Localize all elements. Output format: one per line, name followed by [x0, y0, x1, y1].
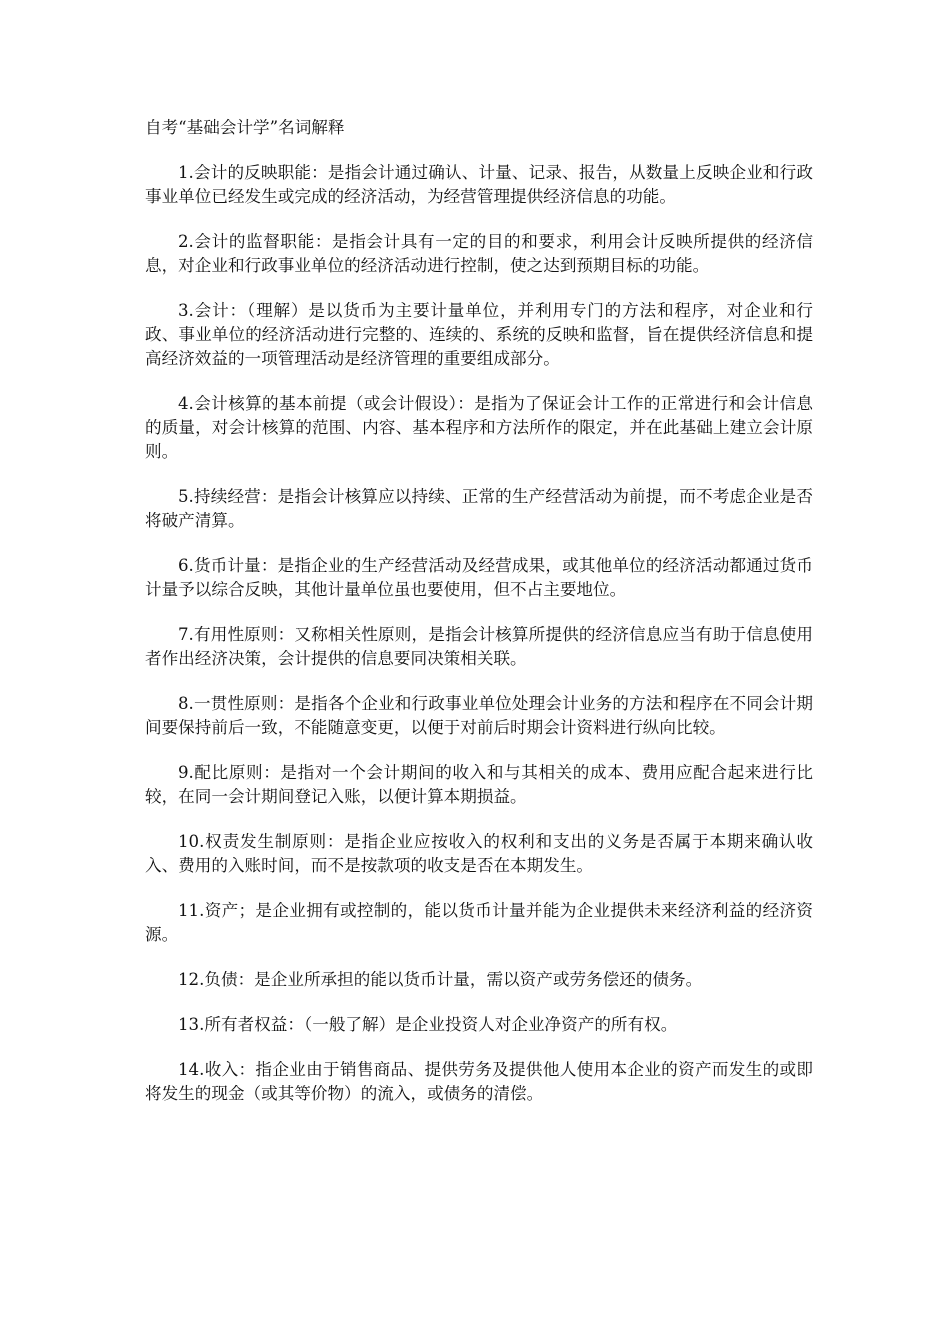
term-definition-5: 5.持续经营：是指会计核算应以持续、正常的生产经营活动为前提，而不考虑企业是否将破产清算。	[145, 487, 813, 530]
document-body	[145, 116, 813, 1127]
term-definition-11: 11.资产；是企业拥有或控制的，能以货币计量并能为企业提供未来经济利益的经济资源。	[145, 901, 813, 944]
term-definition-2: 2.会计的监督职能：是指会计具有一定的目的和要求，利用会计反映所提供的经济信息，对企业和行政事业单位的经济活动进行控制，使之达到预期目标的功能。	[145, 232, 813, 275]
term-definition-8: 8.一贯性原则：是指各个企业和行政事业单位处理会计业务的方法和程序在不同会计期间要保持前后一致，不能随意变更，以便于对前后时期会计资料进行纵向比较。	[145, 694, 813, 737]
document-title: 自考“基础会计学”名词解释	[145, 118, 345, 137]
term-definition-3: 3.会计：（理解）是以货币为主要计量单位，并利用专门的方法和程序，对企业和行政、事业单位的经济活动进行完整的、连续的、系统的反映和监督，旨在提供经济信息和提高经济效益的一项管理活动是经济管理的重要组成部分。	[145, 301, 813, 368]
term-definition-9: 9.配比原则：是指对一个会计期间的收入和与其相关的成本、费用应配合起来进行比较，在同一会计期间登记入账，以便计算本期损益。	[145, 763, 813, 806]
term-definition-14: 14.收入：指企业由于销售商品、提供劳务及提供他人使用本企业的资产而发生的或即将发生的现金（或其等价物）的流入，或债务的清偿。	[145, 1060, 813, 1103]
term-definition-12: 12.负债：是企业所承担的能以货币计量，需以资产或劳务偿还的债务。	[178, 970, 703, 989]
term-definition-6: 6.货币计量：是指企业的生产经营活动及经营成果，或其他单位的经济活动都通过货币计量予以综合反映，其他计量单位虽也要使用，但不占主要地位。	[145, 556, 813, 599]
term-definition-10: 10.权责发生制原则：是指企业应按收入的权利和支出的义务是否属于本期来确认收入、费用的入账时间，而不是按款项的收支是否在本期发生。	[145, 832, 813, 875]
term-definition-1: 1.会计的反映职能：是指会计通过确认、计量、记录、报告，从数量上反映企业和行政事业单位已经发生或完成的经济活动，为经营管理提供经济信息的功能。	[145, 163, 813, 206]
term-definition-13: 13.所有者权益：（一般了解）是企业投资人对企业净资产的所有权。	[178, 1015, 678, 1034]
term-definition-4: 4.会计核算的基本前提（或会计假设）：是指为了保证会计工作的正常进行和会计信息的质量，对会计核算的范围、内容、基本程序和方法所作的限定，并在此基础上建立会计原则。	[145, 394, 813, 461]
term-definition-7: 7.有用性原则：又称相关性原则，是指会计核算所提供的经济信息应当有助于信息使用者作出经济决策，会计提供的信息要同决策相关联。	[145, 625, 813, 668]
